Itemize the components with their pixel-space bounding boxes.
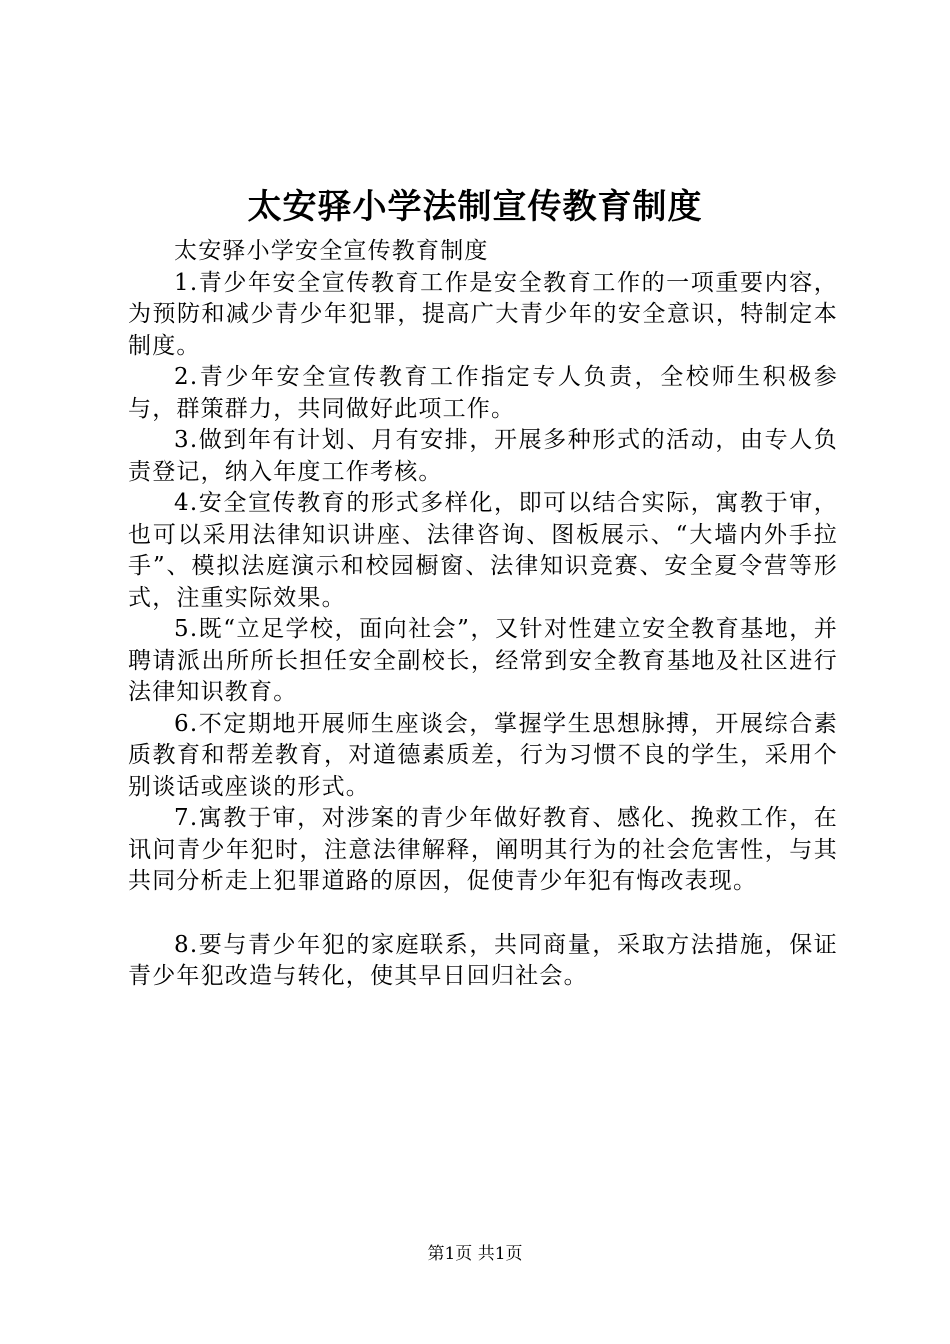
- document-body: [128, 236, 838, 993]
- paragraph-8: 8.要与青少年犯的家庭联系，共同商量，采取方法措施，保证青少年犯改造与转化，使其早日回归社会。: [128, 931, 838, 989]
- paragraph-3: 3.做到年有计划、月有安排，开展多种形式的活动，由专人负责登记，纳入年度工作考核。: [128, 427, 838, 485]
- paragraph-5: 5.既“立足学校，面向社会”，又针对性建立安全教育基地，并聘请派出所所长担任安全副校长，经常到安全教育基地及社区进行法律知识教育。: [128, 616, 838, 705]
- paragraph-1: 1.青少年安全宣传教育工作是安全教育工作的一项重要内容，为预防和减少青少年犯罪，提高广大青少年的安全意识，特制定本制度。: [128, 269, 838, 359]
- document-subtitle: 太安驿小学安全宣传教育制度: [174, 238, 489, 264]
- page-footer: 第1页 共1页: [427, 1244, 523, 1264]
- paragraph-2: 2.青少年安全宣传教育工作指定专人负责，全校师生积极参与，群策群力，共同做好此项工作。: [128, 364, 838, 422]
- paragraph-4: 4.安全宣传教育的形式多样化，即可以结合实际，寓教于审，也可以采用法律知识讲座、法律咨询、图板展示、“大墙内外手拉手”、模拟法庭演示和校园橱窗、法律知识竞赛、安全夏令营等形式，注重实际效果。: [128, 490, 838, 611]
- paragraph-6: 6.不定期地开展师生座谈会，掌握学生思想脉搏，开展综合素质教育和帮差教育，对道德素质差，行为习惯不良的学生，采用个别谈话或座谈的形式。: [128, 710, 838, 800]
- document-title: 太安驿小学法制宣传教育制度: [247, 187, 703, 227]
- paragraph-7: 7.寓教于审，对涉案的青少年做好教育、感化、挽救工作，在讯问青少年犯时，注意法律解释，阐明其行为的社会危害性，与其共同分析走上犯罪道路的原因，促使青少年犯有悔改表现。: [128, 805, 838, 894]
